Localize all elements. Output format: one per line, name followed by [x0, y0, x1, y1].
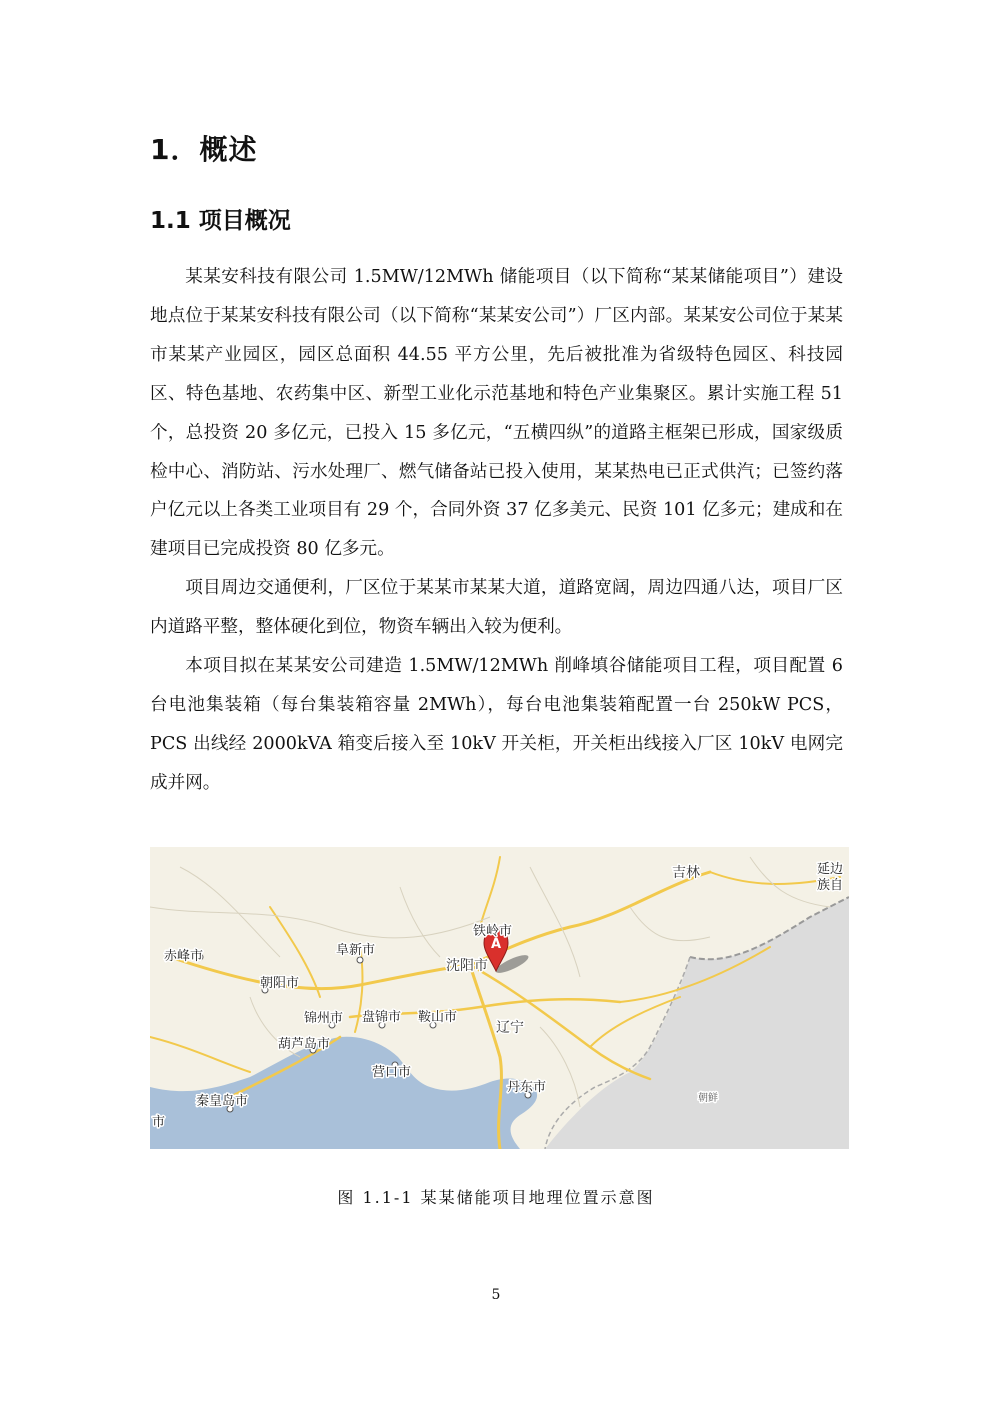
- map-label-tieling: 铁岭市: [473, 924, 513, 939]
- paragraph-3: 本项目拟在某某安公司建造 1.5MW/12MWh 削峰填谷储能项目工程，项目配置 6 台电池集装箱（每台集装箱容量 2MWh），每台电池集装箱配置一台 250kW PCS，PCS 出线经 2000kVA 箱变后接入至 10kV 开关柜，开关柜出线接入厂区 10kV 电网完成并网。: [150, 656, 843, 793]
- map-label-shenyang: 沈阳市: [446, 958, 488, 974]
- page-number: 5: [491, 1287, 501, 1303]
- map-label-liaoning: 辽宁: [496, 1020, 524, 1036]
- map-label-panjin: 盘锦市: [362, 1010, 402, 1025]
- map-label-chaoxian: 朝鲜: [698, 1093, 718, 1104]
- paragraph-2: 项目周边交通便利，厂区位于某某市某某大道，道路宽阔，周边四通八达，项目厂区内道路平整，整体硬化到位，物资车辆出入较为便利。: [150, 578, 843, 638]
- map-label-yanbian-2: 族自: [817, 878, 844, 893]
- map-label-yingkou: 营口市: [372, 1065, 412, 1080]
- map-canvas: [150, 847, 849, 1149]
- location-map: [150, 847, 849, 1149]
- map-label-fuxin: 阜新市: [336, 943, 376, 958]
- section-heading: 1．概述: [150, 133, 258, 166]
- map-label-qinhuangdao: 秦皇岛市: [196, 1094, 249, 1109]
- body-text: [150, 258, 843, 803]
- map-label-dandong: 丹东市: [507, 1080, 547, 1095]
- map-label-chaoyang: 朝阳市: [260, 976, 300, 991]
- map-label-yanbian-1: 延边: [817, 862, 844, 877]
- map-label-huludao: 葫芦岛市: [278, 1037, 331, 1052]
- paragraph-1: 某某安科技有限公司 1.5MW/12MWh 储能项目（以下简称“某某储能项目”）建设地点位于某某安科技有限公司（以下简称“某某安公司”）厂区内部。某某安公司位于某某市某某产业园区，园区总面积 44.55 平方公里，先后被批准为省级特色园区、科技园区、特色基地、农药集中区、新型工业化示范基地和特色产业集聚区。累计实施工程 51 个，总投资 20 多亿元，已投入 15 多亿元，“五横四纵”的道路主框架已形成，国家级质检中心、消防站、污水处理厂、燃气储备站已投入使用，某某热电已正式供汽；已签约落户亿元以上各类工业项目有 29 个，合同外资 37 亿多美元、民资 101 亿多元；建成和在建项目已完成投资 80 亿多元。: [150, 267, 843, 560]
- marker-letter: A: [490, 937, 502, 952]
- figure-caption: 图 1.1-1 某某储能项目地理位置示意图: [337, 1188, 655, 1207]
- map-label-edge-shi: 市: [152, 1115, 166, 1130]
- map-label-chifeng: 赤峰市: [164, 949, 204, 964]
- map-label-jinzhou: 锦州市: [304, 1011, 344, 1026]
- map-label-anshan: 鞍山市: [418, 1010, 458, 1025]
- map-label-jilin: 吉林: [672, 865, 700, 881]
- subsection-heading: 1.1 项目概况: [150, 208, 291, 234]
